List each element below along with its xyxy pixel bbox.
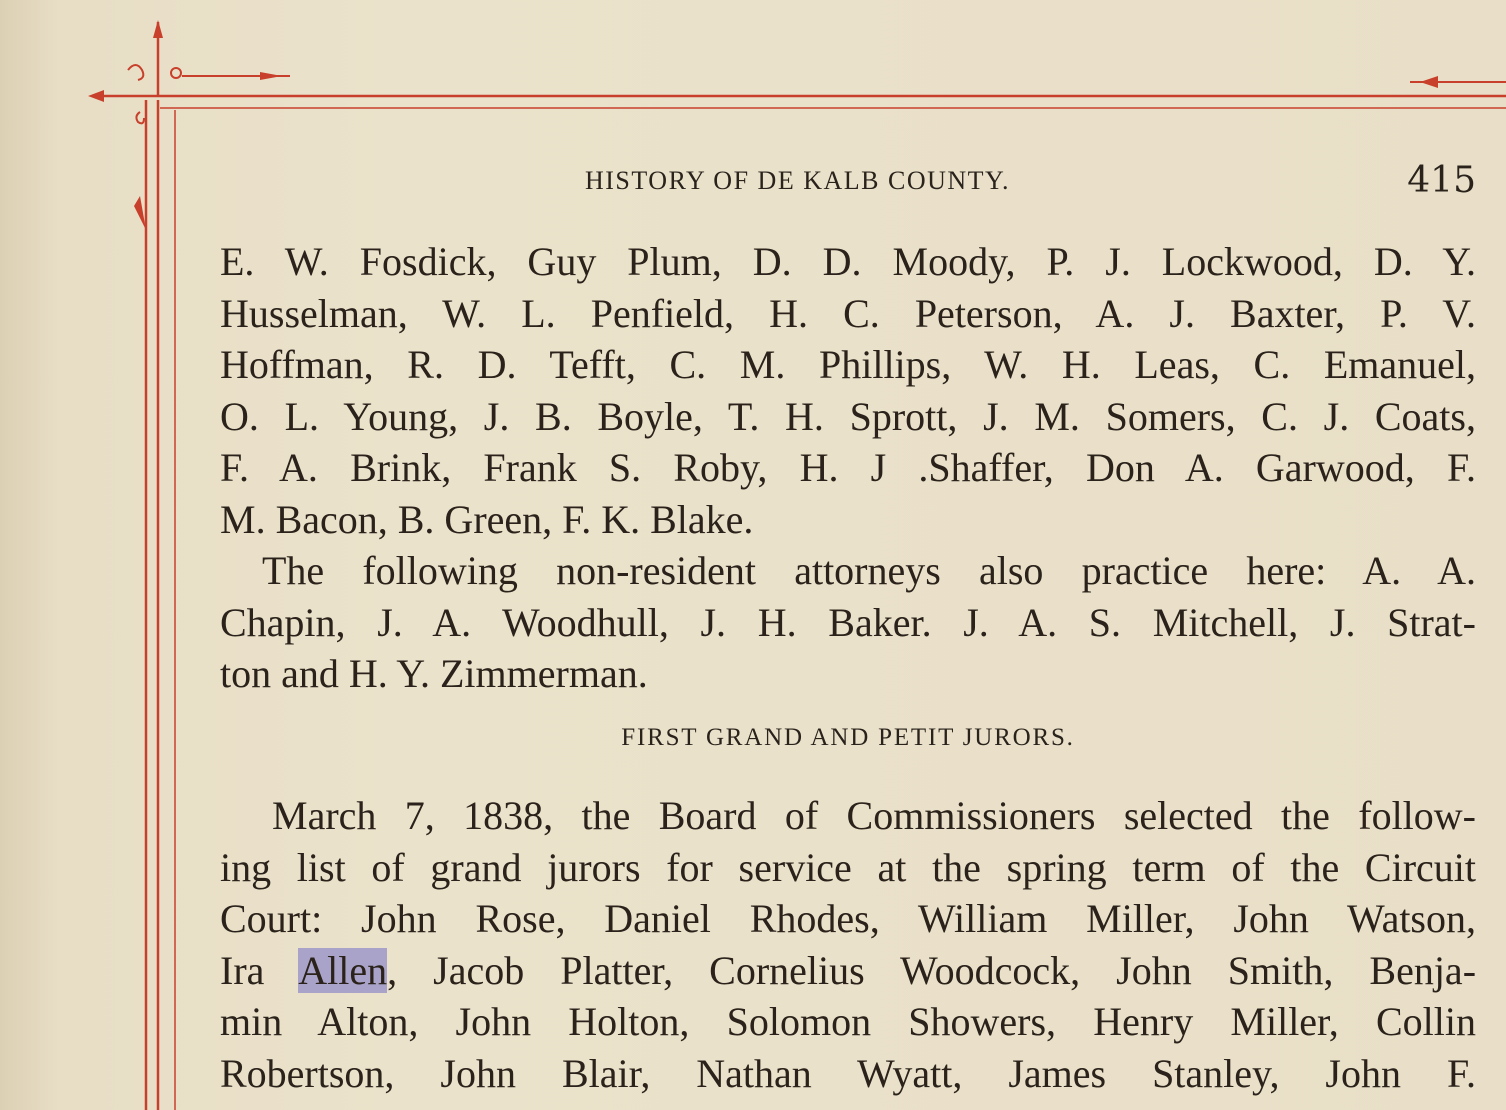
text-line: Hoffman, R. D. Tefft, C. M. Phillips, W. H. Leas, C. Emanuel, (220, 342, 1476, 387)
jurors-paragraph (220, 790, 1476, 1099)
text-line: F. A. Brink, Frank S. Roby, H. J .Shaffer, Don A. Garwood, F. (220, 445, 1476, 490)
text-line: Court: John Rose, Daniel Rhodes, William Miller, John Watson, (220, 896, 1476, 941)
page-header (220, 160, 1476, 200)
running-title: HISTORY OF DE KALB COUNTY. (585, 166, 1010, 195)
search-highlight[interactable]: Allen (298, 947, 388, 993)
text-line: Husselman, W. L. Penfield, H. C. Peterson, A. J. Baxter, P. V. (220, 290, 1476, 336)
text-line: ton and H. Y. Zimmerman. (220, 651, 648, 696)
text-fragment: Ira (220, 947, 299, 993)
text-line: Robertson, John Blair, Nathan Wyatt, James Stanley, John F. (220, 1050, 1476, 1096)
text-line: min Alton, John Holton, Solomon Showers, Henry Miller, Collin (220, 999, 1476, 1044)
section-heading: FIRST GRAND AND PETIT JURORS. (621, 724, 1075, 751)
attorney-list-paragraph (220, 236, 1476, 700)
text-line: The following non-resident attorneys also practice here: A. A. (262, 548, 1476, 593)
text-line: Chapin, J. A. Woodhull, J. H. Baker. J. A. S. Mitchell, J. Strat- (220, 599, 1476, 645)
text-line-with-highlight (220, 945, 1476, 997)
text-line: M. Bacon, B. Green, F. K. Blake. (220, 496, 754, 542)
text-line: E. W. Fosdick, Guy Plum, D. D. Moody, P. J. Lockwood, D. Y. (220, 239, 1476, 284)
text-line: O. L. Young, J. B. Boyle, T. H. Sprott, J. M. Somers, C. J. Coats, (220, 393, 1476, 439)
text-line: March 7, 1838, the Board of Commissioners selected the follow- (272, 793, 1476, 838)
text-line: ing list of grand jurors for service at the spring term of the Circuit (220, 844, 1476, 890)
text-fragment: , Jacob Platter, Cornelius Woodcock, John Smith, Benja- (387, 947, 1476, 993)
page-number: 415 (1407, 160, 1476, 201)
